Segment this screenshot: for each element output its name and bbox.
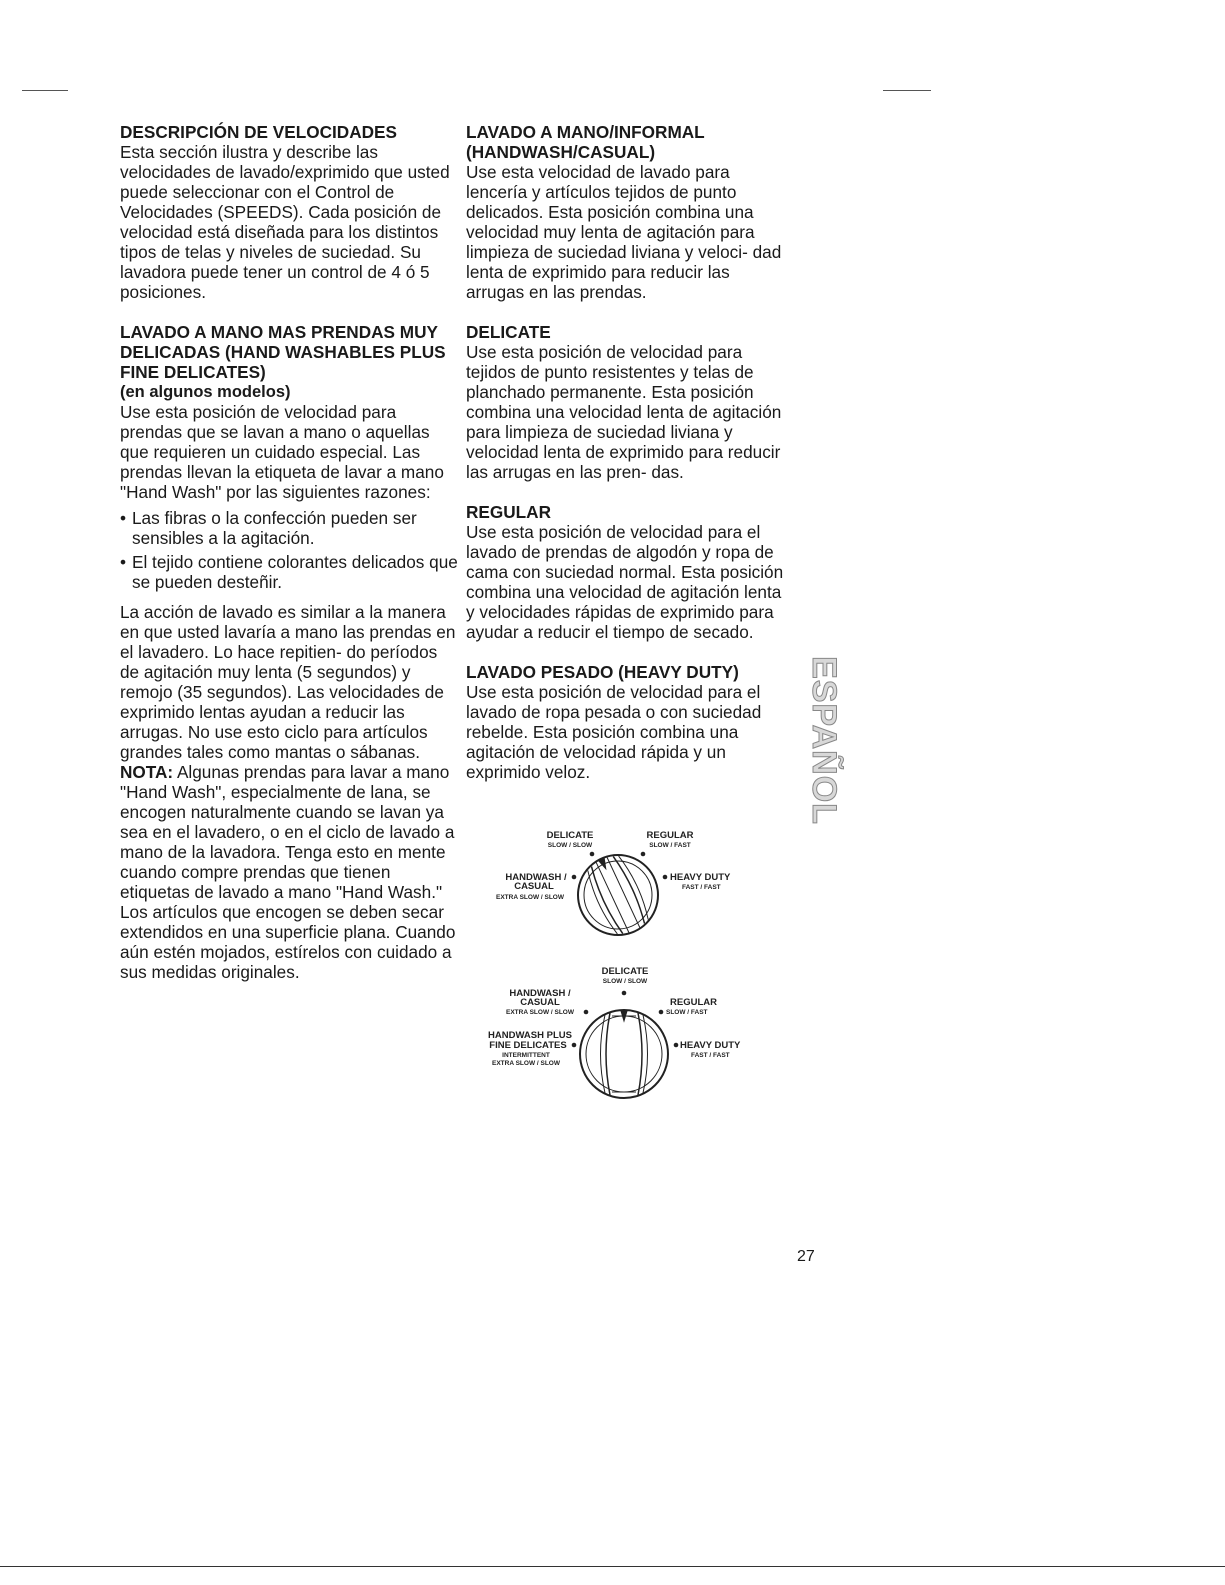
- left-column: [120, 122, 460, 1002]
- section-body: Use esta velocidad de lavado para lencería y artículos tejidos de punto delicados. Esta posición combina una velocidad muy lenta de agitación para limpieza de suciedad liviana y veloci- dad lenta de exprimido para reducir las arrugas en las prendas.: [466, 162, 782, 302]
- section-descripcion-velocidades: [120, 122, 460, 302]
- right-column: [466, 122, 786, 802]
- section-regular: [466, 502, 786, 642]
- dial-dot-handwash-plus: [572, 1043, 577, 1048]
- dial-sublabel-handwash: EXTRA SLOW / SLOW: [495, 894, 565, 901]
- dial-label-handwash: HANDWASH /: [505, 872, 567, 883]
- dial-label-regular: REGULAR: [646, 830, 694, 841]
- bottom-rule: [0, 1566, 1225, 1567]
- dial-dot-handwash: [572, 875, 577, 880]
- dial-label-delicate: DELICATE: [601, 966, 649, 977]
- section-title: LAVADO A MANO MAS PRENDAS MUY DELICADAS (HAND WASHABLES PLUS FINE DELICATES): [120, 322, 446, 382]
- dial-sublabel-regular: SLOW / FAST: [666, 1009, 708, 1016]
- note-paragraph: [120, 762, 460, 982]
- page-number: 27: [797, 1248, 815, 1265]
- dial-dot-handwash: [584, 1010, 589, 1015]
- note-text: Algunas prendas para lavar a mano "Hand Wash", especialmente de lana, se encogen naturalmente cuando se lavan ya sea en el lavadero, o en el ciclo de lavado a mano de la lavadora. Tenga esto en mente cuando compre prendas que tienen etiquetas de lavado a mano "Hand Wash." Los artículos que encogen se deben secar extendidos en una superficie plana. Cuando aún estén mojados, estírelos con cuidado a sus medidas originales.: [120, 762, 456, 982]
- section-subtitle: (en algunos modelos): [120, 383, 291, 401]
- dial-knob: [578, 851, 658, 939]
- section-hand-washables: [120, 322, 460, 982]
- dial-label-handwash: HANDWASH /: [509, 988, 571, 999]
- list-item: • Las fibras o la confección pueden ser sensibles a la agitación.: [120, 508, 460, 548]
- dial-dot-delicate: [590, 852, 595, 857]
- dial-label-regular: REGULAR: [670, 997, 717, 1008]
- note-label: NOTA:: [120, 762, 174, 782]
- section-body: Esta sección ilustra y describe las velocidades de lavado/exprimido que usted puede seleccionar con el Control de Velocidades (SPEEDS). Cada posición de velocidad está diseñada para los distintos tipos de telas y niveles de suciedad. Su lavadora puede tener un control de 4 ó 5 posiciones.: [120, 142, 450, 302]
- dial-dot-delicate: [622, 991, 627, 996]
- section-title: DELICATE: [466, 322, 551, 342]
- dial-label-heavy-duty: HEAVY DUTY: [680, 1040, 741, 1051]
- dial-label-heavy-duty: HEAVY DUTY: [670, 872, 731, 883]
- section-handwash-casual: [466, 122, 786, 302]
- dial-dot-regular: [659, 1010, 664, 1015]
- dial-sublabel-intermittent: INTERMITTENT: [502, 1052, 550, 1059]
- list-item: • El tejido contiene colorantes delicados que se pueden desteñir.: [120, 552, 460, 592]
- dial-sublabel-heavy-duty: FAST / FAST: [682, 884, 721, 891]
- bullet-list: [120, 508, 460, 592]
- section-delicate: [466, 322, 786, 482]
- dial-sublabel-delicate: SLOW / SLOW: [602, 978, 648, 985]
- dial-sublabel-delicate: SLOW / SLOW: [547, 842, 593, 849]
- section-title: LAVADO PESADO (HEAVY DUTY): [466, 662, 739, 682]
- speed-dial-4-position: [488, 822, 748, 952]
- section-body: Use esta posición de velocidad para el lavado de prendas de algodón y ropa de cama con suciedad normal. Esta posición combina una velocidad de agitación lenta y velocidades rápidas de exprimido para ayudar a reducir el tiempo de secado.: [466, 522, 784, 642]
- dial-label-handwash-plus: HANDWASH PLUS: [488, 1030, 572, 1041]
- dial-knob: [580, 1010, 668, 1098]
- dial-dot-regular: [641, 852, 646, 857]
- language-side-tab: [804, 650, 843, 830]
- section-title: DESCRIPCIÓN DE VELOCIDADES: [120, 122, 397, 142]
- language-side-tab-label: ESPAÑOL: [804, 655, 843, 825]
- dial-sublabel-heavy-duty: FAST / FAST: [691, 1052, 730, 1059]
- dial-dot-heavy-duty: [674, 1043, 679, 1048]
- dial-label-fine-delicates: FINE DELICATES: [489, 1040, 567, 1051]
- section-body: Use esta posición de velocidad para tejidos de punto resistentes y telas de planchado permanente. Esta posición combina una velocidad lenta de agitación para limpieza de suciedad liviana y velocidad lenta de exprimido para reducir las arrugas en las pren- das.: [466, 342, 782, 482]
- section-title: LAVADO A MANO/INFORMAL (HANDWASH/CASUAL): [466, 122, 705, 162]
- section-heavy-duty: [466, 662, 786, 782]
- top-left-rule: [22, 90, 68, 91]
- section-body-continued: La acción de lavado es similar a la manera en que usted lavaría a mano las prendas en el lavadero. Lo hace repitien- do períodos de agitación muy lenta (5 segundos) y remojo (35 segundos). Las velocidades de exprimido lentas ayudan a reducir las arrugas. No use esto ciclo para artículos grandes tales como mantas o sábanas.: [120, 602, 456, 762]
- dial-label-casual: CASUAL: [514, 881, 554, 892]
- section-body: Use esta posición de velocidad para prendas que se lavan a mano o aquellas que requieren un cuidado especial. Las prendas llevan la etiqueta de lavar a mano "Hand Wash" por las siguientes razones:: [120, 402, 444, 502]
- dial-label-casual: CASUAL: [520, 997, 560, 1008]
- section-title: REGULAR: [466, 502, 551, 522]
- section-body: Use esta posición de velocidad para el lavado de ropa pesada o con suciedad rebelde. Esta posición combina una agitación de velocidad rápida y un exprimido veloz.: [466, 682, 762, 782]
- dial-label-delicate: DELICATE: [546, 830, 594, 841]
- dial-dot-heavy-duty: [663, 875, 668, 880]
- top-right-rule: [883, 90, 931, 91]
- dial-sublabel-handwash: EXTRA SLOW / SLOW: [505, 1009, 575, 1016]
- dial-sublabel-handwash-plus: EXTRA SLOW / SLOW: [491, 1060, 561, 1067]
- speed-dial-5-position: [478, 962, 758, 1112]
- dial-sublabel-regular: SLOW / FAST: [649, 842, 691, 849]
